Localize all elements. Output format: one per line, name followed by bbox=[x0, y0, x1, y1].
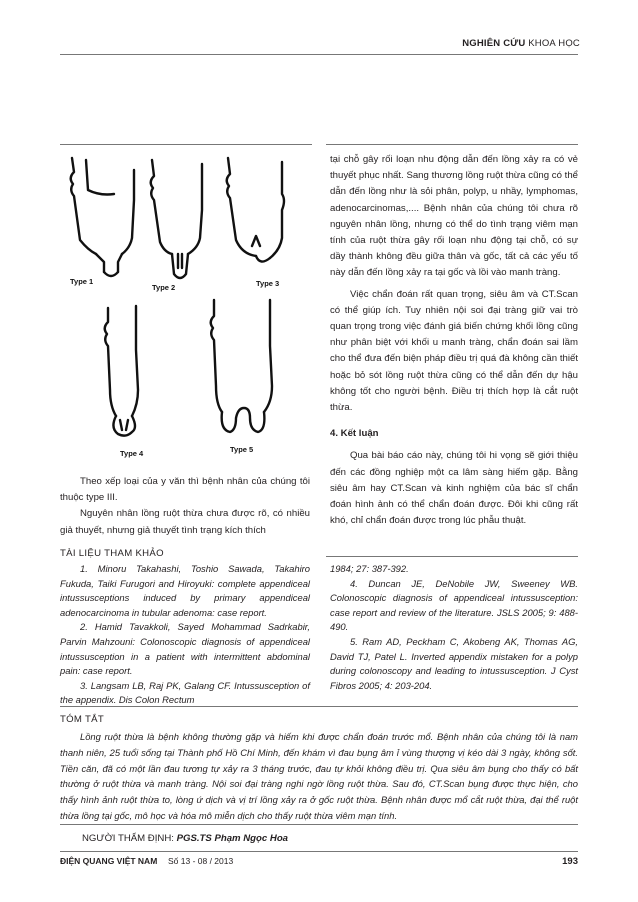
footer-issue: Số 13 - 08 / 2013 bbox=[168, 856, 234, 866]
type-3-diagram bbox=[227, 158, 284, 262]
right-paragraph: tại chỗ gây rối loạn nhu động dẫn đến lồng xảy ra có vẻ thuyết phục nhất. Sang thương lồng ruột thừa cũng có thể dẫn đến lồng như là sỏi phân, polyp, u nhầy, lymphomas, adenocarcinomas,.... Bệnh nhân của chúng tôi chưa rõ nguyên nhân lồng, nhưng có thể do tình trạng viêm mạn tính của ruột thừa gây rối loạn nhu động tại chỗ, có sự dầy thành không đều giữa thân và gốc, tất cả các yếu tố này dẫn đến lồng xảy ra tại gốc và lồi vào manh tràng. bbox=[330, 154, 578, 279]
abstract-text bbox=[60, 729, 578, 824]
footer-journal: ĐIỆN QUANG VIỆT NAM bbox=[60, 856, 158, 866]
reference-item: 2. Hamid Tavakkoli, Sayed Mohammad Sadrkabir, Parvin Mahzouni: Colonoscopic diagnosis of appendiceal intussusception in a patient with intermittent abdominal pain: case report. bbox=[60, 621, 310, 677]
footer-rule bbox=[60, 851, 578, 852]
references-left bbox=[60, 562, 310, 708]
left-column-top-rule bbox=[60, 144, 312, 145]
reviewer-name: PGS.TS Phạm Ngọc Hoa bbox=[176, 833, 289, 844]
abstract-top-rule bbox=[60, 706, 578, 707]
figure-label-type-5: Type 5 bbox=[230, 445, 254, 454]
abstract-bottom-rule bbox=[60, 824, 578, 825]
references-title: TÀI LIỆU THAM KHẢO bbox=[60, 548, 164, 559]
figure-label-type-1: Type 1 bbox=[70, 277, 94, 286]
left-paragraph: Theo xếp loại của y văn thì bệnh nhân của chúng tôi thuộc type III. bbox=[60, 476, 310, 504]
header-section-bold: NGHIÊN CỨU bbox=[462, 38, 526, 49]
abstract-paragraph: Lồng ruột thừa là bệnh không thường gặp và hiếm khi được chẩn đoán trước mổ. Bệnh nhân của chúng tôi là nam thanh niên, 25 tuổi sống tại Thành phố Hồ Chí Minh, đến khám vì đau bụng âm ỉ vùng thượng vị kéo dài 3 ngày, không sốt. Tiền căn, đã có một lần đau tương tự xảy ra 3 tháng trước, đau tự khỏi không điều trị. Qua siêu âm bụng cho thấy có bất thường ở ruột thừa và manh tràng. Nội soi đại tràng nghi ngờ lồng ruột thừa. Sau đó, CT.Scan bụng được thực hiện, cho thấy hình ảnh ruột thừa to, lòng ứ dịch và vị trí lồng xảy ra ở gốc ruột thừa. Bệnh nhân được mổ cắt ruột thừa, đại thể ruột thừa lồng tại gốc, mô học và hóa mô miễn dịch cho thấy ruột thừa viêm mạn tính. bbox=[60, 731, 578, 821]
references-right bbox=[330, 562, 578, 693]
abstract-title: TÓM TẮT bbox=[60, 714, 105, 725]
figure-label-type-2: Type 2 bbox=[152, 283, 176, 292]
right-column-top-rule bbox=[326, 144, 578, 145]
reviewer-line bbox=[82, 833, 288, 844]
type-4-diagram bbox=[105, 306, 138, 436]
conclusion-heading: 4. Kết luận bbox=[330, 428, 379, 440]
type-2-diagram bbox=[151, 160, 202, 278]
right-column-text bbox=[330, 152, 578, 529]
page-number: 193 bbox=[562, 856, 578, 867]
right-paragraph: Việc chẩn đoán rất quan trọng, siêu âm và CT.Scan có thể giúp ích. Tuy nhiên nội soi đại tràng giữ vai trò quan trọng trong việc đánh giá biến chứng khối lồng cũng như phân biệt với khối u manh tràng, chẩn đoán sai lầm cho thể đưa đến biện pháp điều trị quá đà không cần thiết hoặc bỏ sót lồng ruột thừa cũng có thể dẫn đến dự hậu không tốt cho người bệnh. Điều trị thích hợp là cắt ruột thừa. bbox=[330, 288, 578, 414]
figure-label-type-3: Type 3 bbox=[256, 279, 280, 288]
intussusception-types-figure bbox=[60, 150, 315, 470]
reference-item: 1. Minoru Takahashi, Toshio Sawada, Takahiro Fukuda, Taiki Furugori and Hiroyuki: complete appendiceal intussusceptions induced by primary appendiceal adenocarcinoma in tubular adenoma: case report. bbox=[60, 563, 310, 618]
header-section-rest: KHOA HỌC bbox=[525, 38, 580, 49]
reference-item: 4. Duncan JE, DeNobile JW, Sweeney WB. Colonoscopic diagnosis of appendiceal intussusception: case report and review of the literature. JSLS 2005; 9: 488-490. bbox=[330, 577, 578, 633]
header-rule bbox=[60, 54, 578, 55]
figure-label-type-4: Type 4 bbox=[120, 449, 144, 458]
type-5-diagram bbox=[211, 300, 272, 432]
left-paragraph: Nguyên nhân lồng ruột thừa chưa được rõ, có nhiều giả thuyết, nhưng giả thuyết tình trạng kích thích bbox=[60, 508, 310, 536]
running-header bbox=[462, 38, 580, 49]
reference-item: 3. Langsam LB, Raj PK, Galang CF. Intussusception of the appendix. Dis Colon Rectum bbox=[60, 679, 310, 706]
reference-continuation: 1984; 27: 387-392. bbox=[330, 563, 409, 574]
reference-item: 5. Ram AD, Peckham C, Akobeng AK, Thomas AG, David TJ, Patel L. Inverted appendix mistaken for a polyp during colonoscopy and leading to intussusception. J Cyst Fibros 2005; 4: 203-204. bbox=[330, 635, 578, 691]
reviewer-label: NGƯỜI THẨM ĐỊNH: bbox=[82, 833, 177, 844]
type-1-diagram bbox=[71, 158, 134, 276]
conclusion-text: Qua bài báo cáo này, chúng tôi hi vọng sẽ giới thiệu đến các đồng nghiệp một ca lâm sàng hiếm gặp. Bằng siêu âm hay CT.Scan và kinh nghiệm của bác sĩ chẩn đoán hình ảnh có thể chẩn đoán được. Đôi khi cũng rất khó, chỉ chẩn đoán được trong lúc phẫu thuật. bbox=[330, 450, 578, 527]
right-references-rule bbox=[326, 556, 578, 557]
left-column-text bbox=[60, 474, 310, 539]
